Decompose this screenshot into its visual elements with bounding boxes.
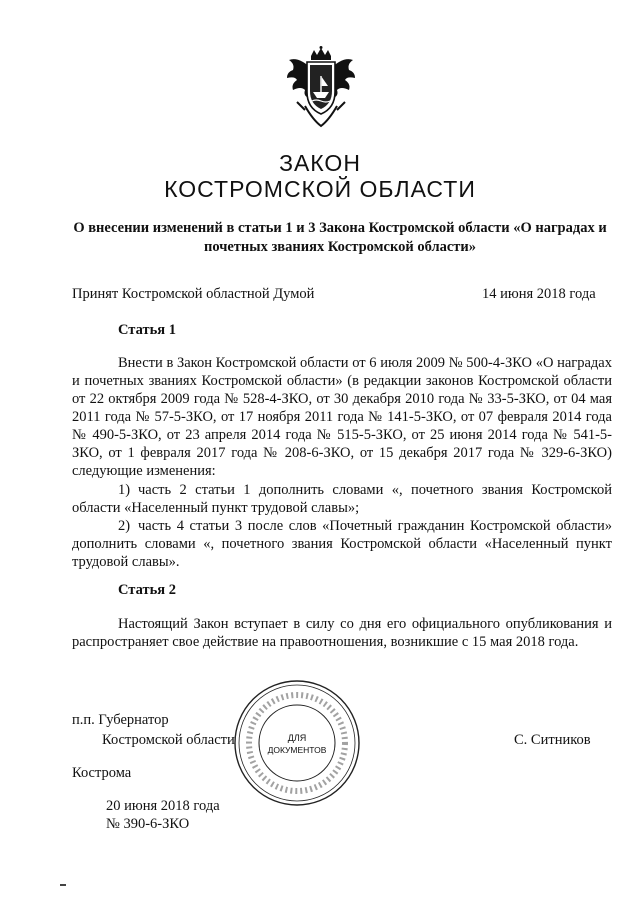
article1-item-1-number: 1) (118, 482, 131, 498)
article2-heading: Статья 2 (118, 582, 176, 598)
law-subject: О внесении изменений в статьи 1 и 3 Закона Костромской области «О наградах и почетных званиях Костромской области» (73, 220, 607, 255)
governor-name: С. Ситников (514, 732, 591, 748)
signing-date: 20 июня 2018 года (106, 798, 220, 814)
stamp-center-line2: ДОКУМЕНТОВ (267, 745, 327, 755)
article1-item-1 (72, 481, 612, 517)
article1-item-1-text: часть 2 статьи 1 дополнить словами «, почетного звания Костромской области «Населенный пункт трудовой славы»; (72, 482, 612, 516)
article2-text: Настоящий Закон вступает в силу со дня его официального опубликования и распространяет свое действие на правоотношения, возникшие с 15 мая 2018 года. (72, 616, 612, 650)
law-number: № 390-6-ЗКО (106, 816, 190, 832)
adopted-by: Принят Костромской областной Думой (72, 286, 315, 302)
scan-speck (60, 884, 66, 886)
governor-region: Костромской области (102, 732, 235, 748)
adoption-date: 14 июня 2018 года (482, 286, 596, 302)
article1-item-2 (72, 517, 612, 571)
law-title-line2: КОСТРОМСКОЙ ОБЛАСТИ (164, 176, 476, 202)
signing-city: Кострома (72, 765, 132, 781)
governor-title: п.п. Губернатор (72, 712, 169, 728)
article1-item-2-text: часть 4 статьи 3 после слов «Почетный гражданин Костромской области» дополнить словами «, почетного звания Костромской области «Населенный пункт трудовой славы». (72, 518, 612, 570)
article1-heading: Статья 1 (118, 322, 176, 338)
law-title-line1: ЗАКОН (279, 150, 361, 176)
official-stamp (232, 678, 362, 808)
article1-item-2-number: 2) (118, 518, 131, 534)
coat-of-arms-emblem (283, 46, 359, 130)
stamp-center-line1: ДЛЯ (287, 733, 307, 743)
article1-intro: Внести в Закон Костромской области от 6 июля 2009 № 500-4-ЗКО «О наградах и почетных званиях Костромской области» (в редакции законов Костромской области от 22 октября 2009 года № 528-4-ЗКО, от 30 декабря 2010 года № 33-5-ЗКО, от 04 мая 2011 года № 57-5-ЗКО, от 17 ноября 2011 года № 141-5-ЗКО, от 07 февраля 2014 года № 490-5-ЗКО, от 23 апреля 2014 года № 515-5-ЗКО, от 25 июня 2014 года № 541-5-ЗКО, от 1 февраля 2017 года № 208-6-ЗКО, от 15 декабря 2017 года № 329-6-ЗКО) следующие изменения: (72, 355, 612, 479)
